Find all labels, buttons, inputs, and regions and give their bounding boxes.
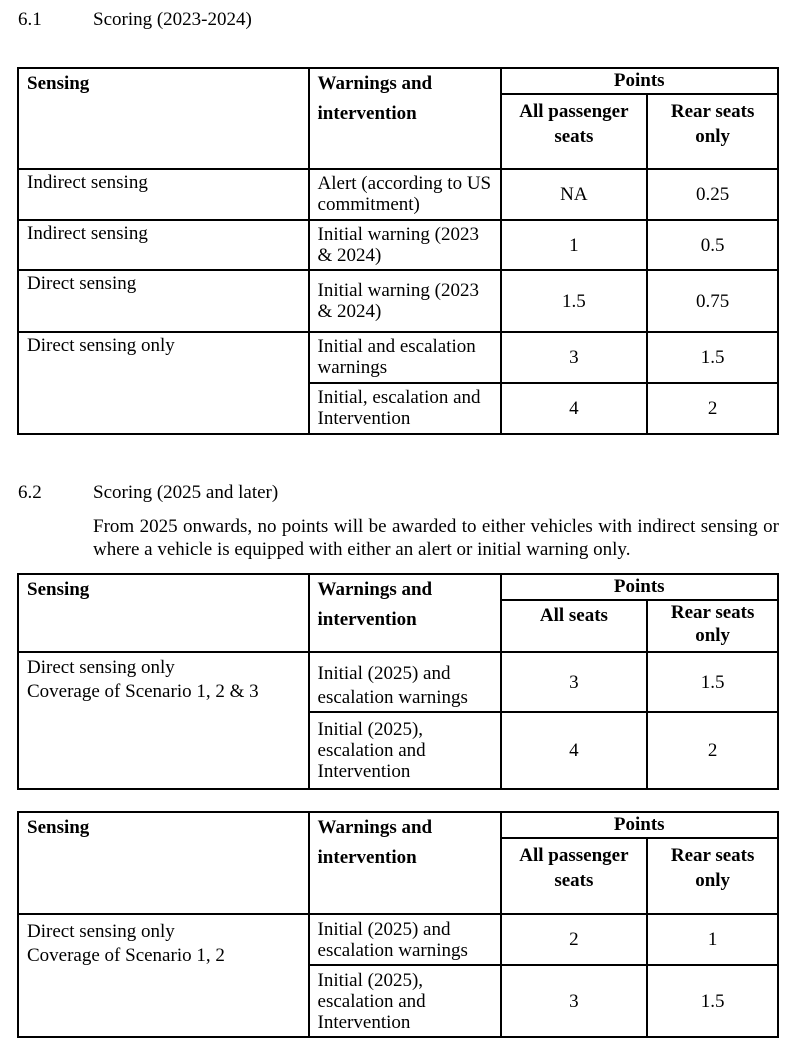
warning-cell: Initial warning (2023 & 2024) (309, 220, 501, 270)
table-row (18, 332, 778, 383)
header-rear-seats-only: Rear seats only (647, 600, 778, 652)
header-rear-seats-only: Rear seats only (647, 838, 778, 914)
points-rear-cell: 0.5 (647, 220, 778, 270)
points-all-cell: 3 (501, 965, 648, 1037)
points-all-cell: 1.5 (501, 270, 648, 332)
points-rear-cell: 1.5 (647, 965, 778, 1037)
warning-cell: Initial warning (2023 & 2024) (309, 270, 501, 332)
sensing-cell (18, 652, 309, 789)
warning-cell: Alert (according to US commitment) (309, 169, 501, 220)
table-row (18, 220, 778, 270)
sensing-cell (18, 914, 309, 1037)
header-all-passenger-seats: All passenger seats (501, 838, 648, 914)
section-title: Scoring (2023-2024) (93, 9, 252, 30)
scoring-table-2023-2024 (17, 67, 779, 435)
points-rear-cell: 1.5 (647, 652, 778, 712)
table-row (18, 914, 778, 965)
warning-cell: Initial (2025) and escalation warnings (309, 914, 501, 965)
table-row (18, 652, 778, 712)
header-points: Points (501, 812, 778, 838)
section-number: 6.2 (18, 482, 42, 503)
sensing-coverage: Coverage of Scenario 1, 2 (27, 945, 225, 966)
warning-cell: Initial (2025) and escalation warnings (309, 652, 501, 712)
warning-cell: Initial (2025), escalation and Intervention (309, 712, 501, 789)
points-all-cell: 1 (501, 220, 648, 270)
header-rear-seats-only: Rear seats only (647, 94, 778, 169)
sensing-line: Direct sensing only (27, 657, 175, 678)
scoring-table-2025-scenario-1-2 (17, 811, 779, 1038)
points-rear-cell: 2 (647, 712, 778, 789)
points-rear-cell: 1.5 (647, 332, 778, 383)
header-warnings: Warnings and intervention (309, 812, 501, 914)
warning-cell: Initial, escalation and Intervention (309, 383, 501, 434)
header-sensing: Sensing (18, 812, 309, 914)
header-all-passenger-seats: All passenger seats (501, 94, 648, 169)
warning-cell: Initial (2025), escalation and Intervention (309, 965, 501, 1037)
points-all-cell: NA (501, 169, 648, 220)
points-rear-cell: 0.75 (647, 270, 778, 332)
header-all-seats: All seats (501, 600, 648, 652)
header-warnings: Warnings and intervention (309, 574, 501, 652)
points-all-cell: 4 (501, 383, 648, 434)
points-rear-cell: 2 (647, 383, 778, 434)
sensing-cell: Direct sensing only (18, 332, 309, 434)
header-points: Points (501, 68, 778, 94)
scoring-table-2025-scenario-1-2-3 (17, 573, 779, 790)
header-sensing: Sensing (18, 574, 309, 652)
points-all-cell: 3 (501, 652, 648, 712)
points-all-cell: 2 (501, 914, 648, 965)
section-number: 6.1 (18, 9, 42, 30)
table-row (18, 270, 778, 332)
header-sensing: Sensing (18, 68, 309, 169)
sensing-line: Direct sensing only (27, 921, 175, 942)
points-rear-cell: 1 (647, 914, 778, 965)
section-title: Scoring (2025 and later) (93, 482, 279, 503)
warning-cell: Initial and escalation warnings (309, 332, 501, 383)
section-paragraph: From 2025 onwards, no points will be awarded to either vehicles with indirect sensing or where a vehicle is equipped with either an alert or initial warning only. (93, 516, 779, 560)
sensing-cell: Direct sensing (18, 270, 309, 332)
points-all-cell: 3 (501, 332, 648, 383)
sensing-cell: Indirect sensing (18, 220, 309, 270)
points-rear-cell: 0.25 (647, 169, 778, 220)
sensing-cell: Indirect sensing (18, 169, 309, 220)
header-points: Points (501, 574, 778, 600)
table-row (18, 169, 778, 220)
header-warnings: Warnings and intervention (309, 68, 501, 169)
sensing-coverage: Coverage of Scenario 1, 2 & 3 (27, 681, 259, 702)
points-all-cell: 4 (501, 712, 648, 789)
